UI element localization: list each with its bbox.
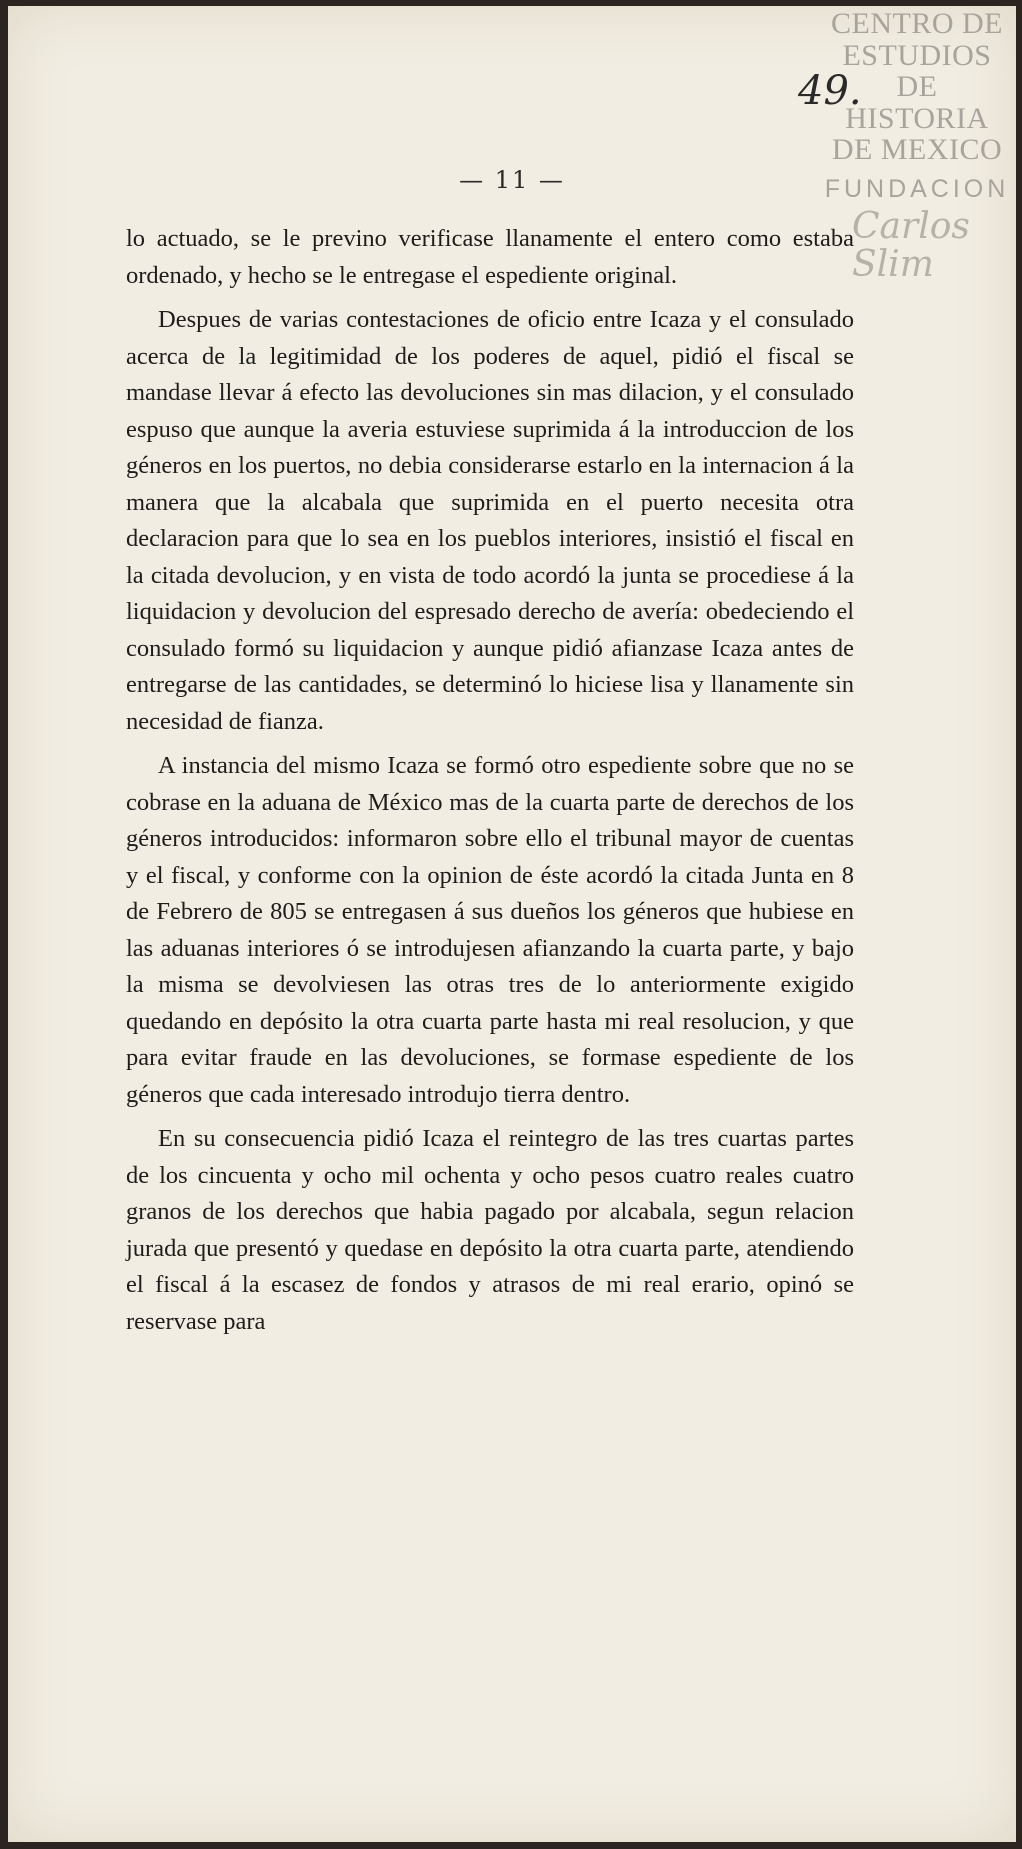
document-body <box>126 221 854 1340</box>
stamp-signature: Carlos Slim <box>852 205 970 285</box>
paragraph-1: lo actuado, se le previno verificase llanamente el entero como estaba ordenado, y hecho se le entregase el espediente original. <box>126 225 854 289</box>
paragraph-3: A instancia del mismo Icaza se formó otro espediente sobre que no se cobrase en la aduana de México mas de la cuarta parte de derechos de los géneros introducidos: informaron sobre ello el tribunal mayor de cuentas y el fiscal, y conforme con la opinion de éste acordó la citada Junta en 8 de Febrero de 805 se entregasen á sus dueños los géneros que hubiese en las aduanas interiores ó se introdujesen afianzando la cuarta parte, y bajo la misma se devolviesen las otras tres de lo anteriormente exigido quedando en depósito la otra cuarta parte hasta mi real resolucion, y que para evitar fraude en las devoluciones, se formase espediente de los géneros que cada interesado introdujo tierra dentro. <box>126 752 854 1108</box>
stamp-foundation: FUNDACION <box>824 174 1010 203</box>
document-page <box>8 6 1016 1842</box>
paragraph-4: En su consecuencia pidió Icaza el reintegro de las tres cuartas partes de los cincuenta y ocho mil ochenta y ocho pesos cuatro reales cuatro granos de los derechos que habia pagado por alcabala, segun relacion jurada que presentó y quedase en depósito la otra cuarta parte, atendiendo el fiscal á la escasez de fondos y atrasos de mi real erario, opinó se reservase para <box>126 1125 854 1335</box>
page-number: — 11 — <box>459 166 565 194</box>
stamp-line-4: DE MEXICO <box>831 133 1003 166</box>
stamp-line-2: ESTUDIOS <box>842 38 992 72</box>
handwritten-folio-number: 49. <box>798 68 862 114</box>
stamp-line-3: DE HISTORIA <box>845 70 989 135</box>
stamp-line-1: CENTRO DE <box>831 7 1003 40</box>
paragraph-2: Despues de varias contestaciones de oficio entre Icaza y el consulado acerca de la legitimidad de los poderes de aquel, pidió el fiscal se mandase llevar á efecto las devoluciones sin mas dilacion, y el consulado espuso que aunque la averia estuviese suprimida á la introduccion de los géneros en los puertos, no debia considerarse estarlo en la internacion á la manera que la alcabala que suprimida en el puerto necesita otra declaracion para que lo sea en los pueblos interiores, insistió el fiscal en la citada devolucion, y en vista de todo acordó la junta se procediese á la liquidacion y devolucion del espresado derecho de avería: obedeciendo el consulado formó su liquidacion y aunque pidió afianzase Icaza antes de entregarse de las cantidades, se determinó lo hiciese lisa y llanamente sin necesidad de fianza. <box>126 306 854 735</box>
